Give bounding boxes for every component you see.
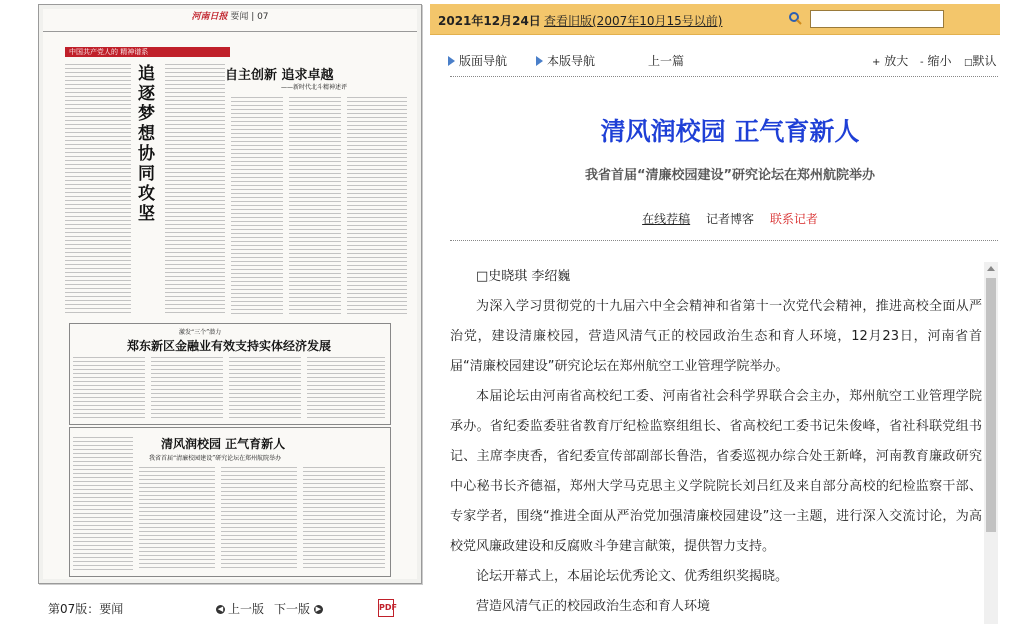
text-column (151, 357, 223, 419)
search-icon[interactable] (788, 11, 802, 25)
plus-icon: + (872, 57, 881, 68)
search-input[interactable] (810, 10, 944, 28)
headline-mid-kicker: 激发“三个”潜力 (179, 329, 222, 336)
issue-date: 2021年12月24日 (438, 14, 541, 28)
recommend-link[interactable]: 在线荐稿 (642, 212, 691, 226)
prev-page-label: 上一版 (228, 602, 265, 616)
page-nav-label: 本版导航 (547, 54, 596, 68)
article-body (450, 262, 982, 624)
headline-mid: 郑东新区金融业有效支持实体经济发展 (127, 339, 332, 353)
top-bar (430, 4, 1000, 35)
page-preview-panel (0, 0, 430, 624)
article-paragraph: 本届论坛由河南省高校纪工委、河南省社会科学界联合会主办，郑州航空工业管理学院承办。省纪委监委驻省教育厅纪检监察组组长、省高校纪工委书记朱俊峰，省社科联党组书记、主席李庚香，省纪委宣传部副部长鲁浩，省委巡视办综合处王新峰，河南教育廉政研究中心秘书长齐德福，郑州大学马克思主义学院院长刘吕红及来自部分高校的纪检监察干部、专家学者，围绕“推进全面从严治党加强清廉校园建设”这一主题，进行深入交流讨论，为高校党风廉政建设和反腐败斗争建言献策，提供智力支持。 (450, 389, 982, 554)
text-column (65, 64, 131, 314)
headline-bottom-sub: 我省首届“清廉校园建设”研究论坛在郑州航院举办 (149, 455, 282, 462)
article-paragraph: 为深入学习贯彻党的十九届六中全会精神和省第十一次党代会精神，推进高校全面从严治党，建设清廉校园，营造风清气正的校园政治生态和育人环境，12月23日，河南省首届“清廉校园建设”研究论坛在郑州航空工业管理学院举办。 (450, 299, 982, 374)
article-nav-bar (448, 50, 1008, 70)
minus-icon: - (920, 57, 924, 68)
contact-link[interactable]: 联系记者 (769, 212, 818, 226)
prev-page-link[interactable] (216, 600, 264, 617)
vertical-headline: 追逐梦想 协同攻坚 (138, 64, 155, 224)
prev-article-link[interactable]: 上一篇 (648, 54, 685, 68)
text-column (165, 64, 225, 314)
masthead-section: 要闻 | 07 (230, 12, 269, 22)
blog-link[interactable]: 记者博客 (705, 212, 754, 226)
arrow-right-icon (536, 56, 543, 66)
next-page-link[interactable] (274, 600, 326, 617)
section-nav-label: 版面导航 (459, 54, 508, 68)
masthead-paper-name: 河南日报 (191, 12, 228, 22)
default-size-label: 默认 (972, 54, 997, 68)
newspaper-page-content (43, 9, 417, 579)
headline-top: 自主创新 追求卓越 (225, 68, 334, 83)
page-label: 第07版：要闻 (48, 602, 124, 616)
text-column (73, 357, 145, 419)
default-size-button[interactable] (964, 52, 997, 69)
divider (450, 76, 998, 77)
circle-left-icon: ◀ (217, 605, 224, 613)
zoom-in-label: 放大 (884, 54, 909, 68)
headline-top-sub: ——新时代北斗精神述评 (281, 84, 348, 91)
newspaper-banner (65, 47, 230, 57)
text-column (221, 467, 297, 571)
circle-right-icon: ▶ (315, 605, 322, 613)
text-column (289, 97, 341, 317)
text-column (231, 97, 283, 317)
old-version-link[interactable]: 查看旧版(2007年10月15号以前) (544, 14, 723, 28)
square-icon: □ (964, 58, 973, 68)
article-paragraph: 营造风清气正的校园政治生态和育人环境 (476, 599, 711, 614)
article-panel (430, 0, 1036, 624)
article-scrollbar[interactable] (984, 262, 998, 624)
article-subtitle: 我省首届“清廉校园建设”研究论坛在郑州航院举办 (584, 168, 876, 183)
zoom-in-button[interactable] (872, 52, 908, 69)
arrow-right-icon (448, 56, 455, 66)
article-title: 清风润校园 正气育新人 (600, 117, 860, 146)
scrollbar-thumb[interactable] (986, 278, 996, 532)
page-nav-link[interactable] (536, 52, 595, 69)
text-column (139, 467, 215, 571)
newspaper-masthead (43, 9, 417, 32)
text-column (73, 437, 133, 571)
article-links (430, 210, 1030, 227)
banner-text: 中国共产党人的 精神谱系 (69, 48, 149, 56)
text-column (229, 357, 301, 419)
divider (450, 240, 998, 241)
newspaper-page-image[interactable] (38, 4, 422, 584)
scroll-up-arrow-icon[interactable] (987, 266, 995, 271)
pdf-icon[interactable]: PDF (378, 599, 394, 617)
next-page-label: 下一版 (274, 602, 311, 616)
article-paragraph: 论坛开幕式上，本届论坛优秀论文、优秀组织奖揭晓。 (476, 569, 789, 584)
headline-bottom: 清风润校园 正气育新人 (161, 437, 286, 451)
page-footer-nav (48, 600, 408, 618)
section-nav-link[interactable] (448, 52, 507, 69)
zoom-out-label: 缩小 (927, 54, 952, 68)
article-author: □史晓琪 李绍巍 (476, 269, 571, 284)
text-column (307, 357, 385, 419)
text-column (347, 97, 407, 317)
text-column (303, 467, 385, 571)
zoom-out-button[interactable] (920, 52, 951, 69)
